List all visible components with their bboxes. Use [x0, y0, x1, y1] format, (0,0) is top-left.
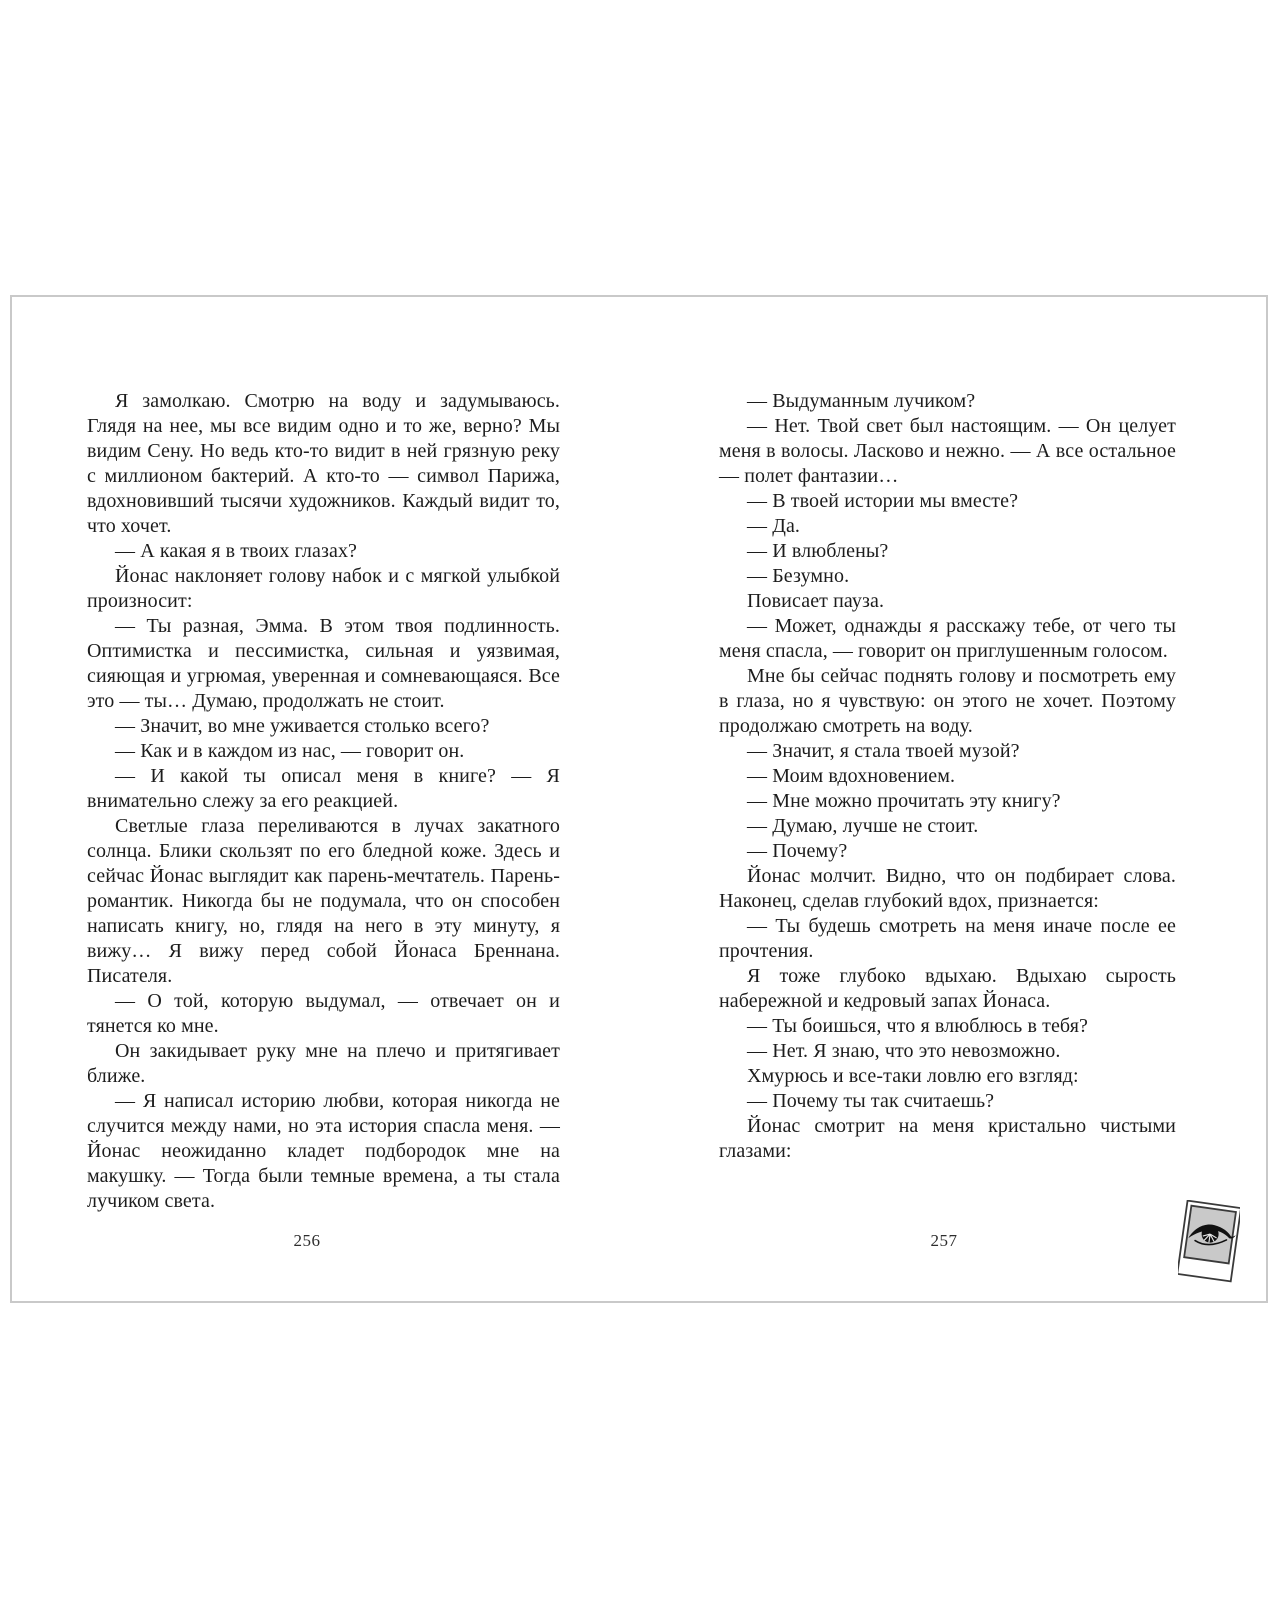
paragraph: — Почему?: [747, 840, 848, 862]
paragraph: Йонас смотрит на меня кристально чистыми глазами:: [719, 1115, 1176, 1162]
page-right-text: [719, 389, 1176, 1164]
paragraph: — Мне можно прочитать эту книгу?: [747, 790, 1061, 812]
paragraph: — Я написал историю любви, которая никогда не случится между нами, но эта история спасла меня. — Йонас неожиданно кладет подбородок мне на макушку. — Тогда были темные времена, а ты стала лучиком света.: [87, 1090, 560, 1212]
paragraph: — Как и в каждом из нас, — говорит он.: [115, 740, 465, 762]
paragraph: — Думаю, лучше не стоит.: [747, 815, 979, 837]
paragraph: Повисает пауза.: [747, 590, 885, 612]
paragraph: Я замолкаю. Смотрю на воду и задумываюсь. Глядя на нее, мы все видим одно и то же, верно? Мы видим Сену. Но ведь кто-то видит в ней грязную реку с миллионом бактерий. А кто-то — символ Парижа, вдохновивший тысячи художников. Каждый видит то, что хочет.: [87, 390, 560, 537]
paragraph: — Ты разная, Эмма. В этом твоя подлинность. Оптимистка и пессимистка, сильная и уязвимая, сияющая и угрюмая, уверенная и сомневающаяся. Все это — ты… Думаю, продолжать не стоит.: [87, 615, 560, 712]
paragraph: — Значит, я стала твоей музой?: [747, 740, 1020, 762]
paragraph: — И какой ты описал меня в книге? — Я внимательно слежу за его реакцией.: [87, 765, 560, 812]
paragraph: Йонас молчит. Видно, что он подбирает слова. Наконец, сделав глубокий вдох, признается:: [719, 865, 1176, 912]
polaroid-eye-icon: [1178, 1200, 1240, 1284]
paragraph: Хмурюсь и все-таки ловлю его взгляд:: [747, 1065, 1079, 1087]
paragraph: Мне бы сейчас поднять голову и посмотреть ему в глаза, но я чувствую: он этого не хочет. Поэтому продолжаю смотреть на воду.: [719, 665, 1176, 737]
page-left-text: [87, 389, 560, 1214]
paragraph: Я тоже глубоко вдыхаю. Вдыхаю сырость набережной и кедровый запах Йонаса.: [719, 965, 1176, 1012]
paragraph: — Да.: [747, 515, 801, 537]
paragraph: — Нет. Твой свет был настоящим. — Он целует меня в волосы. Ласково и нежно. — А все остальное — полет фантазии…: [719, 415, 1176, 487]
paragraph: — Моим вдохновением.: [747, 765, 956, 787]
paragraph: — Значит, во мне уживается столько всего?: [115, 715, 490, 737]
paragraph: — Нет. Я знаю, что это невозможно.: [747, 1040, 1061, 1062]
paragraph: — Выдуманным лучиком?: [747, 390, 976, 412]
paragraph: — Может, однажды я расскажу тебе, от чего ты меня спасла, — говорит он приглушенным голосом.: [719, 615, 1176, 662]
paragraph: — И влюблены?: [747, 540, 889, 562]
paragraph: — Почему ты так считаешь?: [747, 1090, 995, 1112]
paragraph: Йонас наклоняет голову набок и с мягкой улыбкой произносит:: [87, 565, 560, 612]
paragraph: — В твоей истории мы вместе?: [747, 490, 1019, 512]
paragraph: — Ты боишься, что я влюблюсь в тебя?: [747, 1015, 1088, 1037]
paragraph: — А какая я в твоих глазах?: [115, 540, 358, 562]
paragraph: — О той, которую выдумал, — отвечает он и тянется ко мне.: [87, 990, 560, 1037]
page-number-left: 256: [293, 1231, 321, 1250]
paragraph: Светлые глаза переливаются в лучах закатного солнца. Блики скользят по его бледной коже. Здесь и сейчас Йонас выглядит как парень-мечтатель. Парень-романтик. Никогда бы не подумала, что он способен написать книгу, но, глядя на него в эту минуту, я вижу… Я вижу перед собой Йонаса Бреннана. Писателя.: [87, 815, 560, 987]
paragraph: Он закидывает руку мне на плечо и притягивает ближе.: [87, 1040, 560, 1087]
paragraph: — Ты будешь смотреть на меня иначе после ее прочтения.: [719, 915, 1176, 962]
book-spread: [10, 295, 1268, 1303]
paragraph: — Безумно.: [747, 565, 850, 587]
page-number-right: 257: [930, 1231, 958, 1250]
